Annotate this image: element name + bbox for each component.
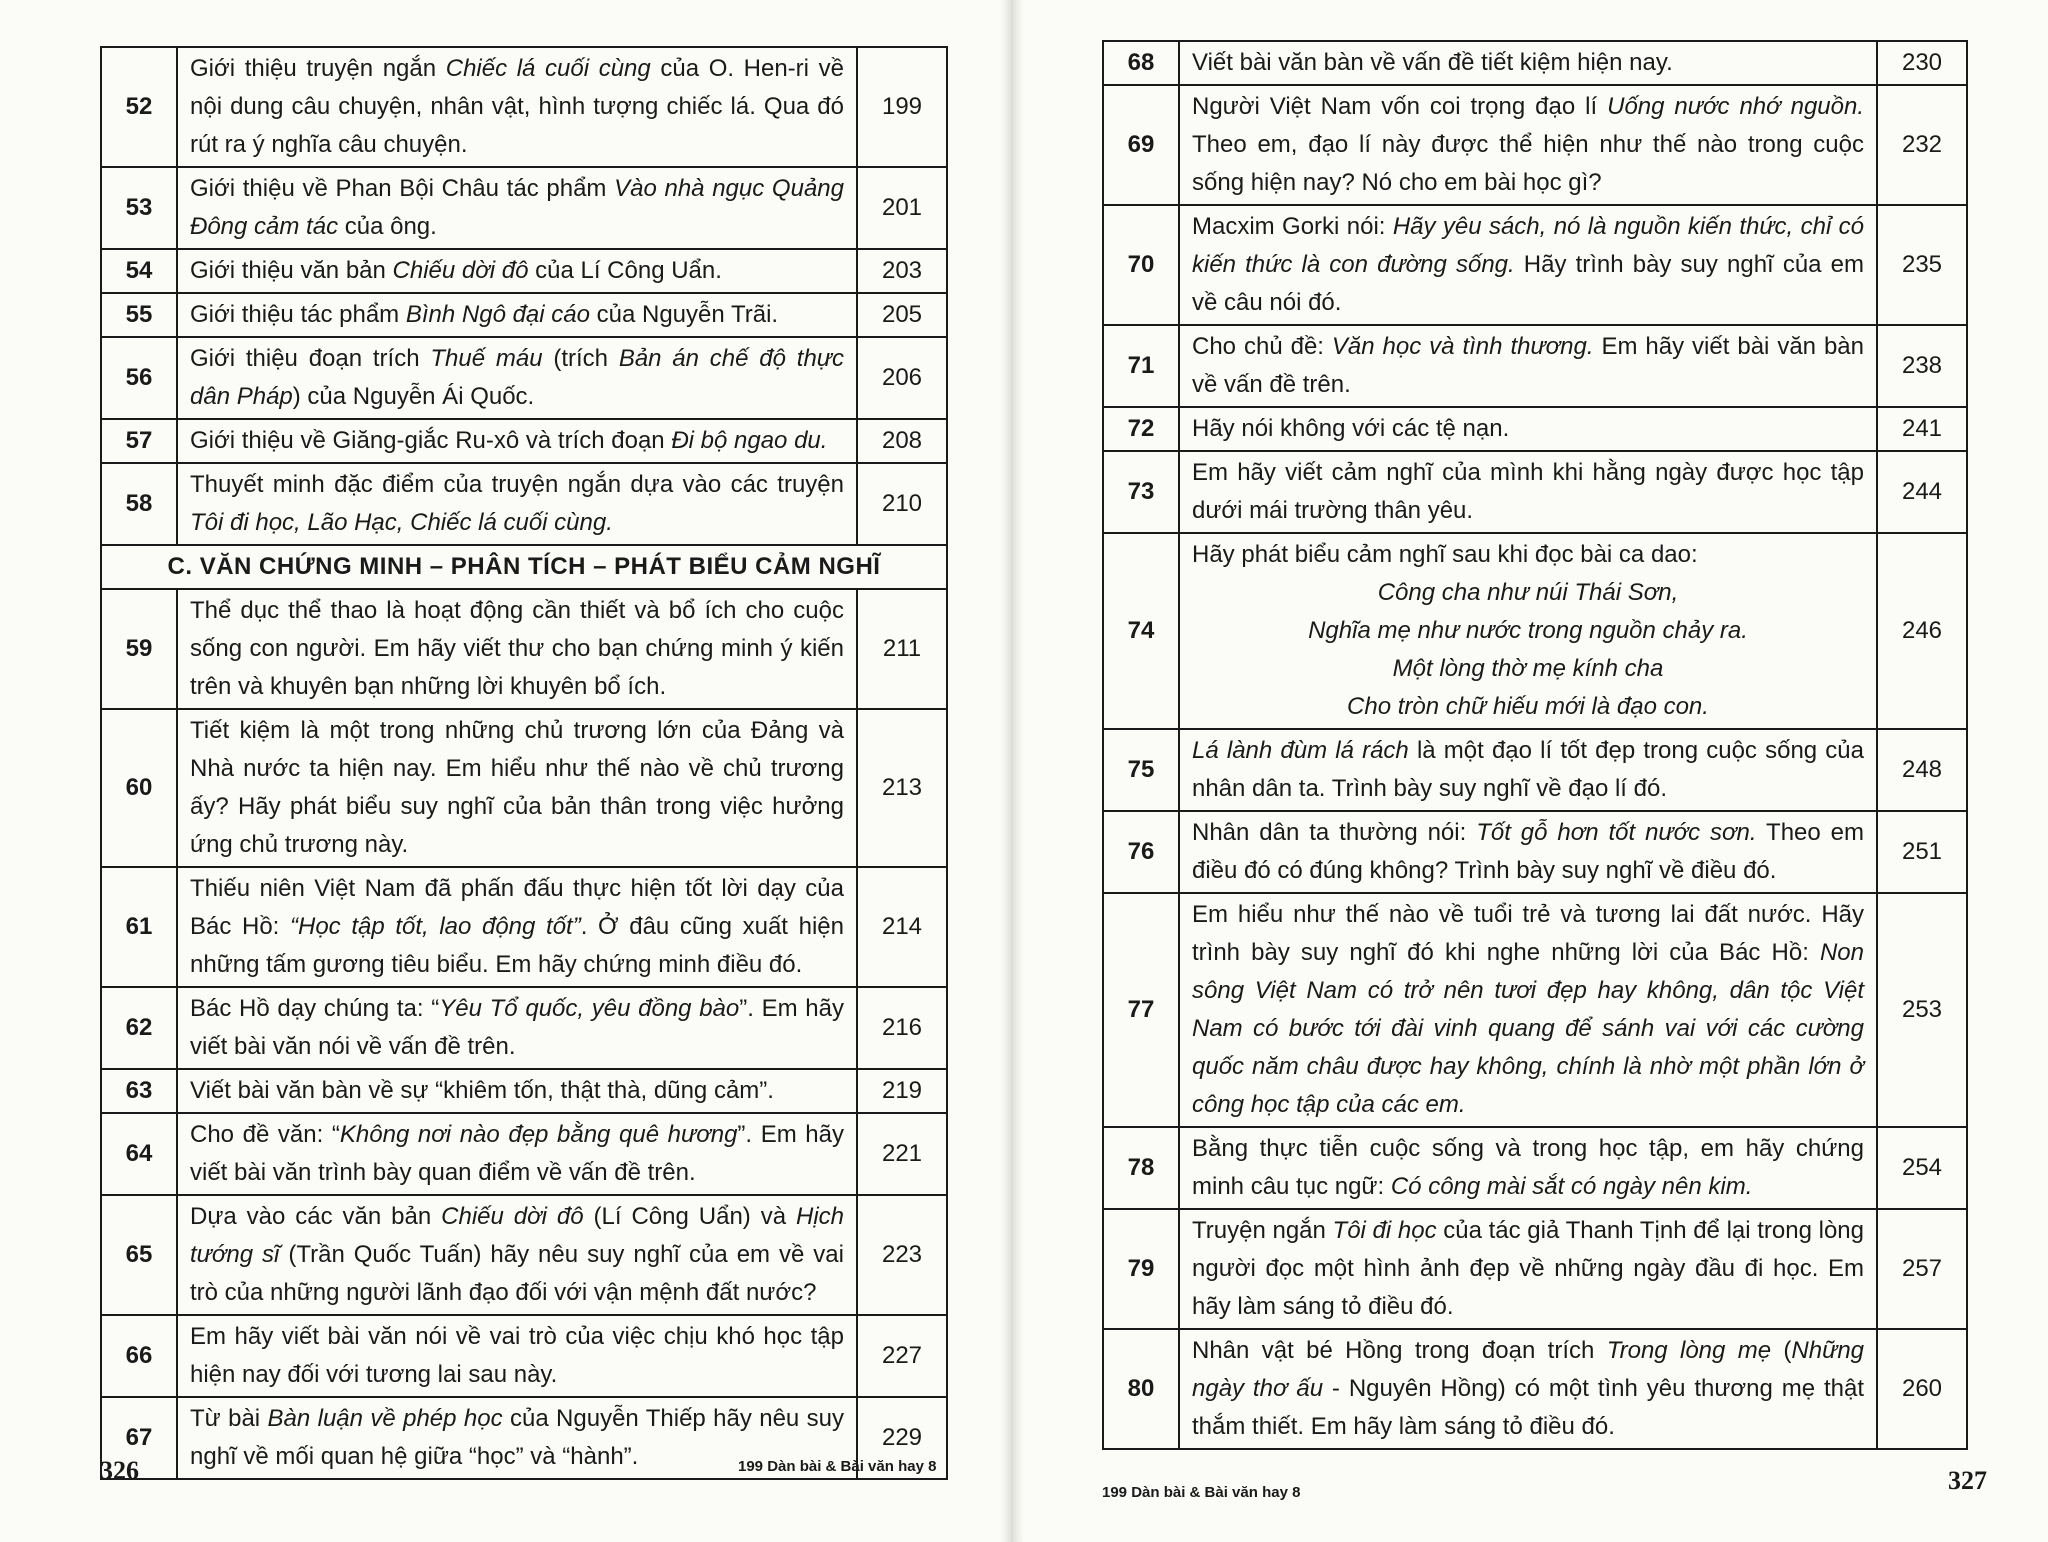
entry-number: 80 bbox=[1103, 1329, 1179, 1449]
left-page bbox=[0, 0, 1010, 1542]
entry-page: 229 bbox=[857, 1397, 947, 1479]
entry-page: 216 bbox=[857, 987, 947, 1069]
entry-page: 199 bbox=[857, 47, 947, 167]
verse-line: Một lòng thờ mẹ kính cha bbox=[1392, 655, 1664, 682]
entry-text: Thể dục thể thao là hoạt động cần thiết và bổ ích cho cuộc sống con người. Em hãy viết thư cho bạn chứng minh ý kiến trên và khuyên bạn những lời khuyên bổ ích. bbox=[177, 589, 857, 709]
entry-page: 223 bbox=[857, 1195, 947, 1315]
entry-text: Từ bài Bàn luận về phép học của Nguyễn Thiếp hãy nêu suy nghĩ về mối quan hệ giữa “học” và “hành”. bbox=[177, 1397, 857, 1479]
entry-text: Giới thiệu văn bản Chiếu dời đô của Lí Công Uẩn. bbox=[177, 249, 857, 293]
entry-text: Giới thiệu truyện ngắn Chiếc lá cuối cùng của O. Hen-ri về nội dung câu chuyện, nhân vật, hình tượng chiếc lá. Qua đó rút ra ý nghĩa câu chuyện. bbox=[177, 47, 857, 167]
table-row bbox=[1103, 1329, 1967, 1449]
toc-table-right bbox=[1102, 40, 1968, 1450]
entry-text: Em hiểu như thế nào về tuổi trẻ và tương lai đất nước. Hãy trình bày suy nghĩ đó khi nghe những lời của Bác Hồ: Non sông Việt Nam có trở nên tươi đẹp hay không, dân tộc Việt Nam có bước tới đài vinh quang để sánh vai với các cường quốc năm châu được hay không, chính là nhờ một phần lớn ở công học tập của các em. bbox=[1179, 893, 1877, 1127]
entry-page: 254 bbox=[1877, 1127, 1967, 1209]
entry-number: 69 bbox=[1103, 85, 1179, 205]
entry-page: 257 bbox=[1877, 1209, 1967, 1329]
entry-text: Lá lành đùm lá rách là một đạo lí tốt đẹp trong cuộc sống của nhân dân ta. Trình bày suy nghĩ về đạo lí đó. bbox=[1179, 729, 1877, 811]
entry-text: Hãy nói không với các tệ nạn. bbox=[1179, 407, 1877, 451]
page-number: 326 bbox=[100, 1456, 139, 1485]
entry-number: 71 bbox=[1103, 325, 1179, 407]
entry-page: 219 bbox=[857, 1069, 947, 1113]
entry-text: Tiết kiệm là một trong những chủ trương lớn của Đảng và Nhà nước ta hiện nay. Em hiểu như thế nào về chủ trương ấy? Hãy phát biểu suy nghĩ của bản thân trong việc hưởng ứng chủ trương này. bbox=[177, 709, 857, 867]
table-row bbox=[1103, 729, 1967, 811]
entry-text: Giới thiệu tác phẩm Bình Ngô đại cáo của Nguyễn Trãi. bbox=[177, 293, 857, 337]
entry-number: 58 bbox=[101, 463, 177, 545]
entry-page: 246 bbox=[1877, 533, 1967, 729]
table-row bbox=[101, 167, 947, 249]
table-row bbox=[101, 589, 947, 709]
entry-number: 76 bbox=[1103, 811, 1179, 893]
entry-number: 54 bbox=[101, 249, 177, 293]
verse-line: Cho tròn chữ hiếu mới là đạo con. bbox=[1347, 693, 1709, 720]
entry-number: 52 bbox=[101, 47, 177, 167]
entry-number: 64 bbox=[101, 1113, 177, 1195]
entry-page: 230 bbox=[1877, 41, 1967, 85]
section-title: C. VĂN CHỨNG MINH – PHÂN TÍCH – PHÁT BIỂU CẢM NGHĨ bbox=[101, 545, 947, 589]
section-row bbox=[101, 545, 947, 589]
entry-number: 68 bbox=[1103, 41, 1179, 85]
running-footer: 199 Dàn bài & Bài văn hay 8 bbox=[1102, 1484, 1301, 1501]
page-number: 327 bbox=[1948, 1466, 1987, 1495]
entry-page: 211 bbox=[857, 589, 947, 709]
entry-text: Nhân vật bé Hồng trong đoạn trích Trong lòng mẹ (Những ngày thơ ấu - Nguyên Hồng) có một tình yêu thương mẹ thật thắm thiết. Em hãy làm sáng tỏ điều đó. bbox=[1179, 1329, 1877, 1449]
entry-number: 62 bbox=[101, 987, 177, 1069]
right-page bbox=[1010, 0, 2048, 1542]
entry-text: Bác Hồ dạy chúng ta: “Yêu Tổ quốc, yêu đồng bào”. Em hãy viết bài văn nói về vấn đề trên. bbox=[177, 987, 857, 1069]
table-row bbox=[1103, 811, 1967, 893]
entry-page: 248 bbox=[1877, 729, 1967, 811]
table-row bbox=[1103, 533, 1967, 729]
entry-text: Macxim Gorki nói: Hãy yêu sách, nó là nguồn kiến thức, chỉ có kiến thức là con đường sống. Hãy trình bày suy nghĩ của em về câu nói đó. bbox=[1179, 205, 1877, 325]
entry-number: 66 bbox=[101, 1315, 177, 1397]
entry-page: 221 bbox=[857, 1113, 947, 1195]
entry-number: 79 bbox=[1103, 1209, 1179, 1329]
entry-text: Em hãy viết bài văn nói về vai trò của việc chịu khó học tập hiện nay đối với tương lai sau này. bbox=[177, 1315, 857, 1397]
table-row bbox=[1103, 407, 1967, 451]
entry-text: Viết bài văn bàn về vấn đề tiết kiệm hiện nay. bbox=[1179, 41, 1877, 85]
entry-page: 227 bbox=[857, 1315, 947, 1397]
table-row bbox=[101, 1069, 947, 1113]
entry-intro: Hãy phát biểu cảm nghĩ sau khi đọc bài ca dao: bbox=[1192, 541, 1698, 568]
entry-text: Em hãy viết cảm nghĩ của mình khi hằng ngày được học tập dưới mái trường thân yêu. bbox=[1179, 451, 1877, 533]
entry-text: Truyện ngắn Tôi đi học của tác giả Thanh Tịnh để lại trong lòng người đọc một hình ảnh đẹp về những ngày đầu đi học. Em hãy làm sáng tỏ điều đó. bbox=[1179, 1209, 1877, 1329]
entry-page: 260 bbox=[1877, 1329, 1967, 1449]
entry-text: Thiếu niên Việt Nam đã phấn đấu thực hiện tốt lời dạy của Bác Hồ: “Học tập tốt, lao động tốt”. Ở đâu cũng xuất hiện những tấm gương tiêu biểu. Em hãy chứng minh điều đó. bbox=[177, 867, 857, 987]
table-row bbox=[101, 249, 947, 293]
table-row bbox=[1103, 893, 1967, 1127]
table-row bbox=[101, 987, 947, 1069]
entry-text: Dựa vào các văn bản Chiếu dời đô (Lí Công Uẩn) và Hịch tướng sĩ (Trần Quốc Tuấn) hãy nêu suy nghĩ của em về vai trò của những người lãnh đạo đối với vận mệnh đất nước? bbox=[177, 1195, 857, 1315]
entry-page: 251 bbox=[1877, 811, 1967, 893]
entry-number: 70 bbox=[1103, 205, 1179, 325]
entry-text: Nhân dân ta thường nói: Tốt gỗ hơn tốt nước sơn. Theo em điều đó có đúng không? Trình bày suy nghĩ về điều đó. bbox=[1179, 811, 1877, 893]
entry-text: Bằng thực tiễn cuộc sống và trong học tập, em hãy chứng minh câu tục ngữ: Có công mài sắt có ngày nên kim. bbox=[1179, 1127, 1877, 1209]
entry-page: 201 bbox=[857, 167, 947, 249]
entry-page: 235 bbox=[1877, 205, 1967, 325]
entry-number: 61 bbox=[101, 867, 177, 987]
entry-page: 206 bbox=[857, 337, 947, 419]
entry-page: 213 bbox=[857, 709, 947, 867]
table-row bbox=[101, 47, 947, 167]
entry-page: 214 bbox=[857, 867, 947, 987]
table-row bbox=[1103, 1127, 1967, 1209]
entry-number: 65 bbox=[101, 1195, 177, 1315]
verse-line: Nghĩa mẹ như nước trong nguồn chảy ra. bbox=[1308, 617, 1748, 644]
entry-page: 238 bbox=[1877, 325, 1967, 407]
entry-number: 63 bbox=[101, 1069, 177, 1113]
entry-page: 203 bbox=[857, 249, 947, 293]
table-row bbox=[101, 1195, 947, 1315]
entry-number: 55 bbox=[101, 293, 177, 337]
table-row bbox=[1103, 451, 1967, 533]
entry-number: 57 bbox=[101, 419, 177, 463]
table-row bbox=[1103, 41, 1967, 85]
table-row bbox=[101, 1315, 947, 1397]
entry-number: 77 bbox=[1103, 893, 1179, 1127]
table-row bbox=[101, 463, 947, 545]
entry-number: 56 bbox=[101, 337, 177, 419]
entry-page: 232 bbox=[1877, 85, 1967, 205]
table-row bbox=[101, 293, 947, 337]
entry-page: 244 bbox=[1877, 451, 1967, 533]
entry-number: 74 bbox=[1103, 533, 1179, 729]
table-row bbox=[1103, 325, 1967, 407]
entry-text: Thuyết minh đặc điểm của truyện ngắn dựa vào các truyện Tôi đi học, Lão Hạc, Chiếc lá cuối cùng. bbox=[177, 463, 857, 545]
entry-text: Giới thiệu về Giăng-giắc Ru-xô và trích đoạn Đi bộ ngao du. bbox=[177, 419, 857, 463]
entry-page: 241 bbox=[1877, 407, 1967, 451]
running-footer: 199 Dàn bài & Bài văn hay 8 bbox=[738, 1458, 937, 1475]
table-row bbox=[101, 867, 947, 987]
entry-page: 210 bbox=[857, 463, 947, 545]
table-row bbox=[1103, 1209, 1967, 1329]
entry-number: 60 bbox=[101, 709, 177, 867]
table-row bbox=[1103, 85, 1967, 205]
entry-text: Cho chủ đề: Văn học và tình thương. Em hãy viết bài văn bàn về vấn đề trên. bbox=[1179, 325, 1877, 407]
entry-number: 59 bbox=[101, 589, 177, 709]
table-row bbox=[101, 1113, 947, 1195]
toc-table-left bbox=[100, 46, 948, 1480]
table-row bbox=[101, 419, 947, 463]
entry-text: Viết bài văn bàn về sự “khiêm tốn, thật thà, dũng cảm”. bbox=[177, 1069, 857, 1113]
entry-number: 73 bbox=[1103, 451, 1179, 533]
entry-text: Cho đề văn: “Không nơi nào đẹp bằng quê hương”. Em hãy viết bài văn trình bày quan điểm về vấn đề trên. bbox=[177, 1113, 857, 1195]
entry-text: Người Việt Nam vốn coi trọng đạo lí Uống nước nhớ nguồn. Theo em, đạo lí này được thể hiện như thế nào trong cuộc sống hiện nay? Nó cho em bài học gì? bbox=[1179, 85, 1877, 205]
entry-text: Giới thiệu về Phan Bội Châu tác phẩm Vào nhà ngục Quảng Đông cảm tác của ông. bbox=[177, 167, 857, 249]
entry-text: Giới thiệu đoạn trích Thuế máu (trích Bản án chế độ thực dân Pháp) của Nguyễn Ái Quốc. bbox=[177, 337, 857, 419]
entry-page: 208 bbox=[857, 419, 947, 463]
entry-number: 78 bbox=[1103, 1127, 1179, 1209]
table-row bbox=[1103, 205, 1967, 325]
entry-text bbox=[1179, 533, 1877, 729]
entry-number: 67 bbox=[101, 1397, 177, 1479]
verse-line: Công cha như núi Thái Sơn, bbox=[1377, 579, 1679, 606]
entry-number: 72 bbox=[1103, 407, 1179, 451]
entry-number: 75 bbox=[1103, 729, 1179, 811]
entry-page: 205 bbox=[857, 293, 947, 337]
table-row bbox=[101, 337, 947, 419]
entry-number: 53 bbox=[101, 167, 177, 249]
table-row bbox=[101, 709, 947, 867]
entry-page: 253 bbox=[1877, 893, 1967, 1127]
